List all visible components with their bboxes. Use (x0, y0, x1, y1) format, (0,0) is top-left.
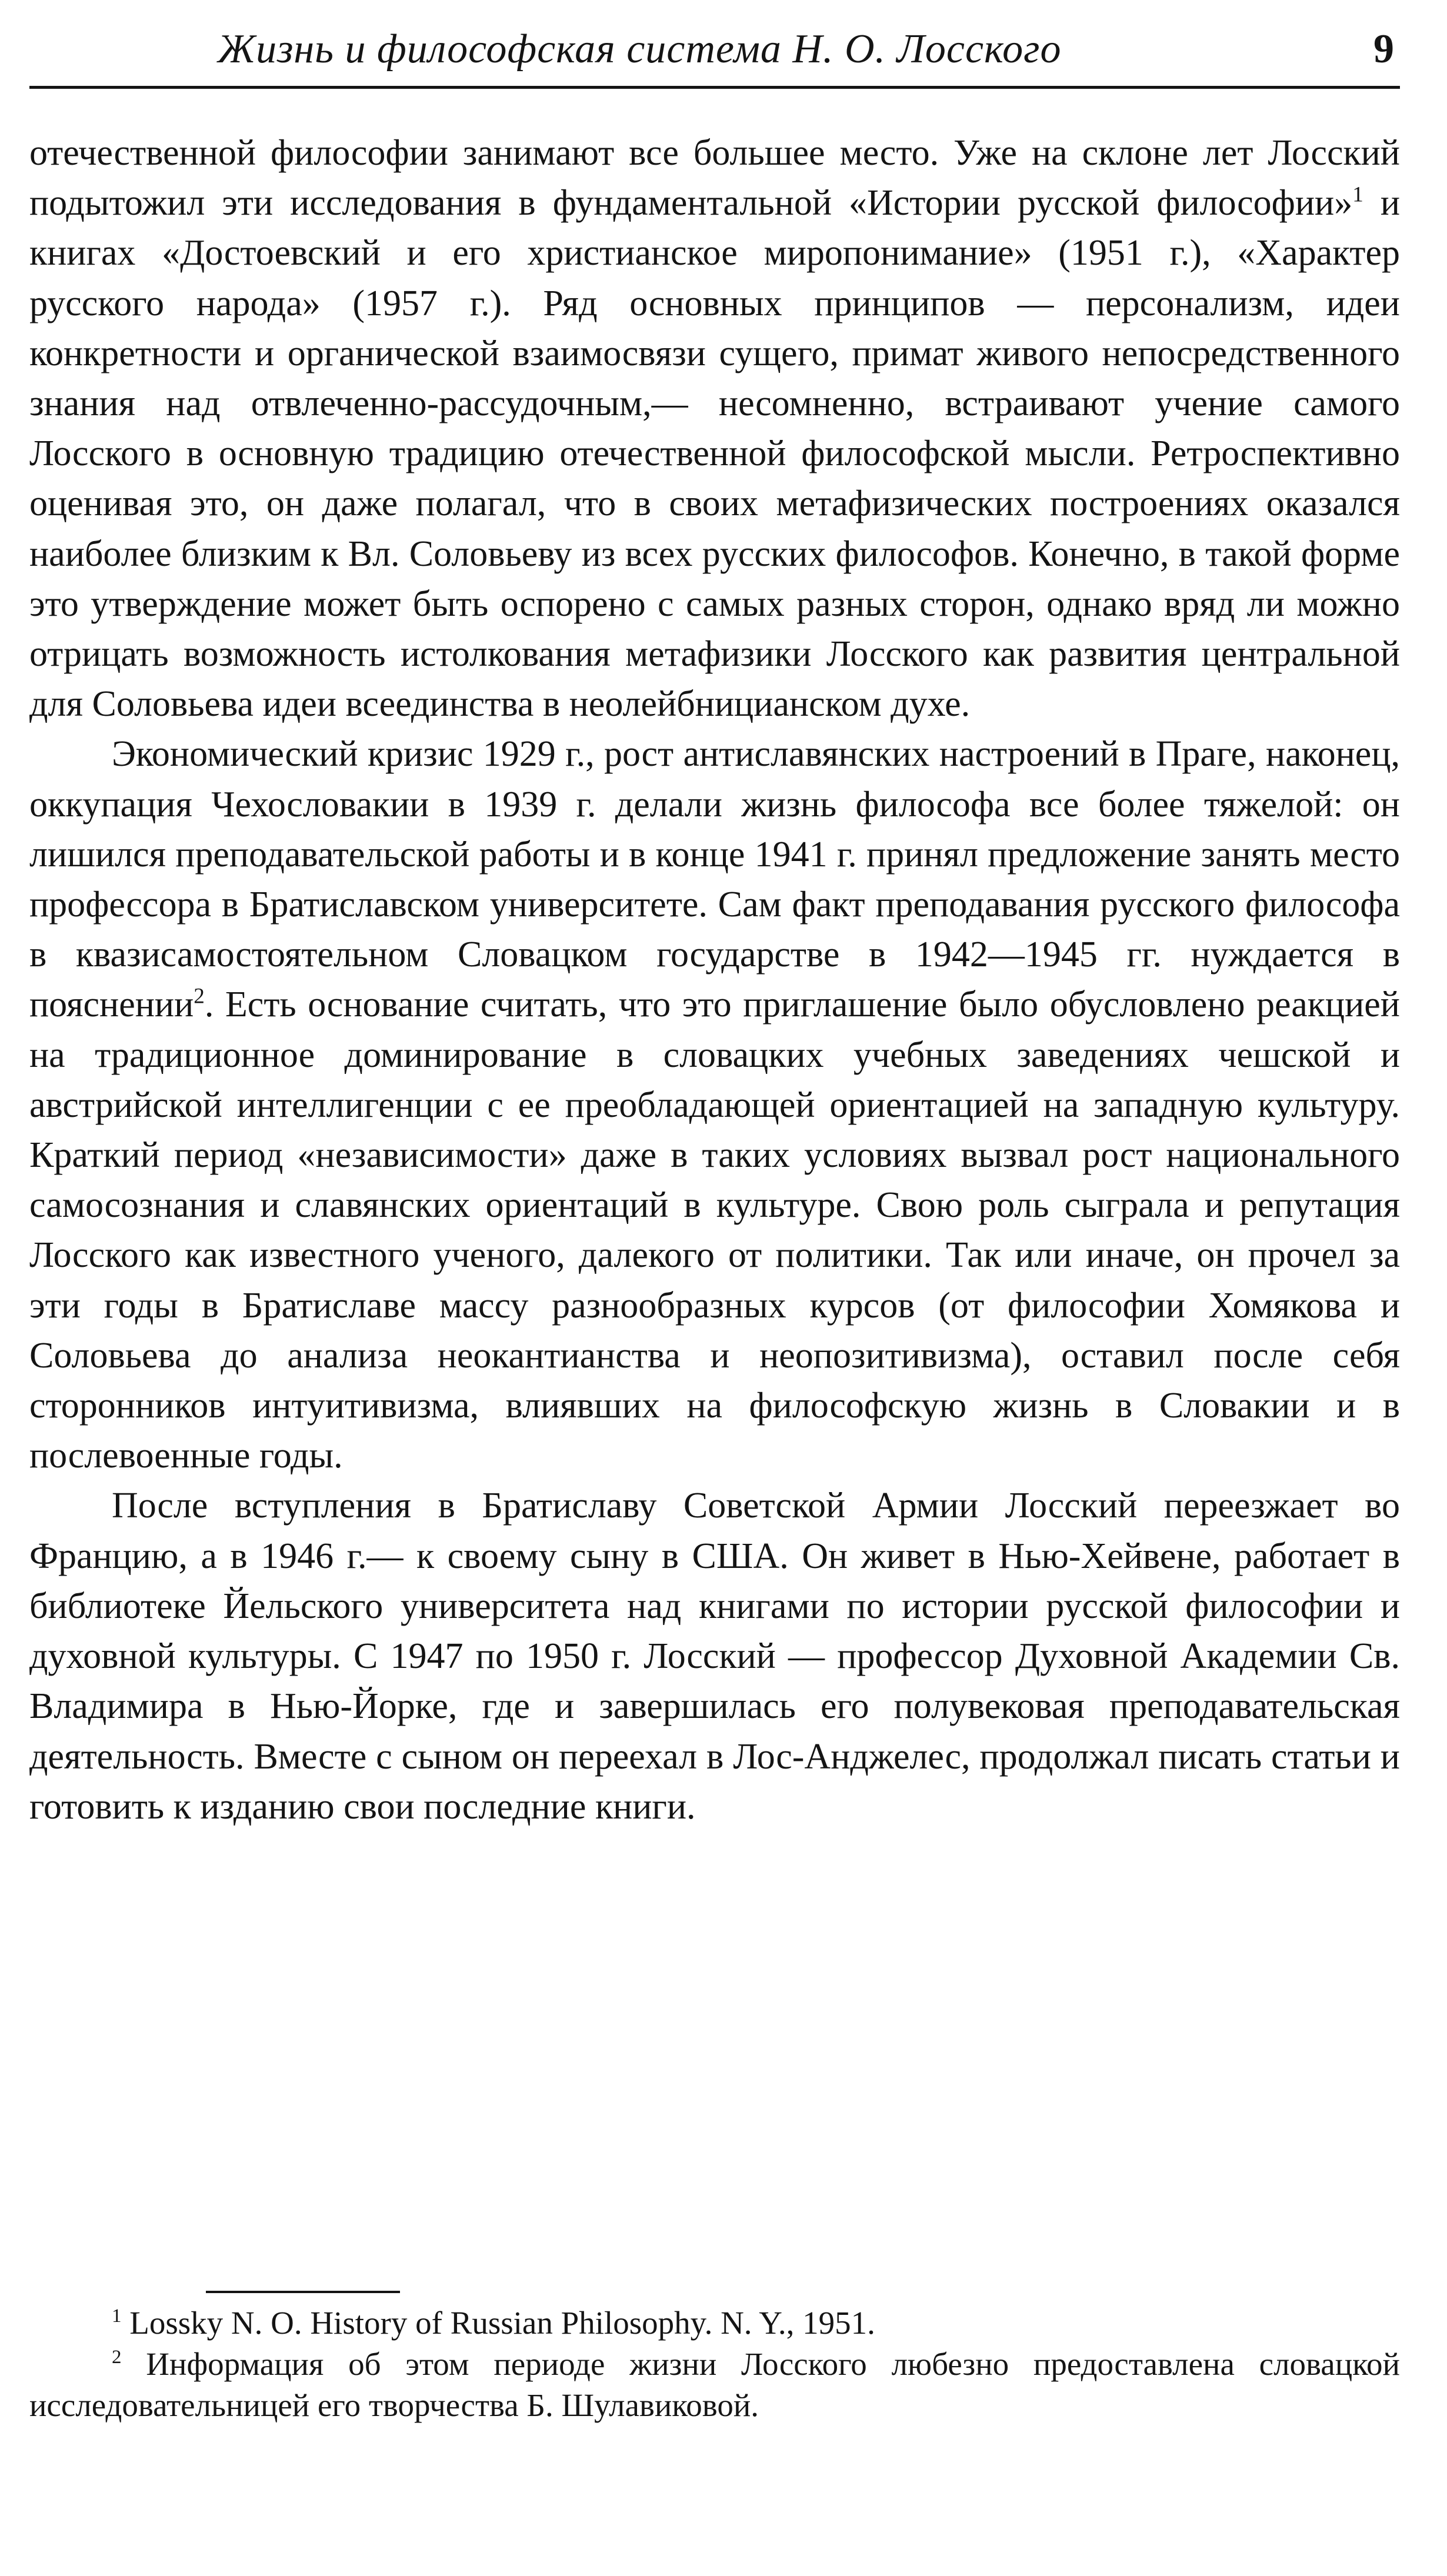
header-rule (29, 86, 1400, 89)
running-title: Жизнь и философская система Н. О. Лосского (218, 26, 1062, 72)
paragraph-2-part-a: Экономический кризис 1929 г., рост антиславянских настроений в Праге, наконец, оккупация Чехословакии в 1939 г. делали жизнь философа все более тяжелой: он лишился преподавательской работы и в конце 1941 г. принял предложение занять место профессора в Братиславском университете. Сам факт преподавания русского философа в квазисамостоятельном Словацком государстве в 1942—1945 гг. нуждается в пояснении (29, 734, 1400, 1025)
paragraph-1-part-b: и книгах «Достоевский и его христианское миропонимание» (1951 г.), «Характер русского народа» (1957 г.). Ряд основных принципов — персонализм, идеи конкретности и органической взаимосвязи сущего, примат живого непосредственного знания над отвлеченно-рассудочным,— несомненно, встраивают учение самого Лосского в основную традицию отечественной философской мысли. Ретроспективно оценивая это, он даже полагал, что в своих метафизических построениях оказался наиболее близким к Вл. Соловьеву из всех русских философов. Конечно, в такой форме это утверждение может быть оспорено с самых разных сторон, однако вряд ли можно отрицать возможность истолкования метафизики Лосского как развития центральной для Соловьева идеи всеединства в неолейбницианском духе. (29, 183, 1400, 725)
footnote-marker-2: 2 (112, 2347, 122, 2368)
footnote-2-text: Информация об этом периоде жизни Лосского любезно предоставлена словацкой исследовательницей его творчества Б. Шулавиковой. (29, 2346, 1400, 2423)
paragraph-2-part-b: . Есть основание считать, что это приглашение было обусловлено реакцией на традиционное доминирование в словацких учебных заведениях чешской и австрийской интеллигенции с ее преобладающей ориентацией на западную культуру. Краткий период «независимости» даже в таких условиях вызвал рост национального самосознания и славянских ориентаций в культуре. Свою роль сыграла и репутация Лосского как известного ученого, далекого от политики. Так или иначе, он прочел за эти годы в Братиславе массу разнообразных курсов (от философии Хомякова и Соловьева до анализа неокантианства и неопозитивизма), оставил после себя сторонников интуитивизма, влиявших на философскую жизнь в Словакии и в послевоенные годы. (29, 985, 1400, 1476)
footnote-1-text: Lossky N. O. History of Russian Philosophy. N. Y., 1951. (121, 2305, 875, 2341)
main-text (29, 128, 1400, 1832)
footnote-2 (29, 2344, 1400, 2426)
running-head (29, 16, 1400, 82)
footnote-rule (206, 2291, 400, 2293)
paragraph-1-part-a: отечественной философии занимают все большее место. Уже на склоне лет Лосский подытожил эти исследования в фундаментальной «Истории русской философии» (29, 133, 1400, 223)
footnote-marker-1: 1 (112, 2305, 122, 2327)
paragraph-3: После вступления в Братиславу Советской Армии Лосский переезжает во Францию, а в 1946 г.— к своему сыну в США. Он живет в Нью-Хейвене, работает в библиотеке Йельского университета над книгами по истории русской философии и духовной культуры. С 1947 по 1950 г. Лосский — профессор Духовной Академии Св. Владимира в Нью-Йорке, где и завершилась его полувековая преподавательская деятельность. Вместе с сыном он переехал в Лос-Анджелес, продолжал писать статьи и готовить к изданию свои последние книги. (29, 1486, 1400, 1827)
footnote-ref-2: 2 (194, 985, 205, 1009)
paragraph-1 (29, 128, 1400, 729)
footnote-1 (29, 2303, 1400, 2344)
footnote-ref-1: 1 (1352, 182, 1363, 207)
page-number: 9 (1373, 26, 1394, 72)
footnotes (29, 2303, 1400, 2426)
paragraph-2 (29, 729, 1400, 1481)
book-page (29, 0, 1400, 2576)
